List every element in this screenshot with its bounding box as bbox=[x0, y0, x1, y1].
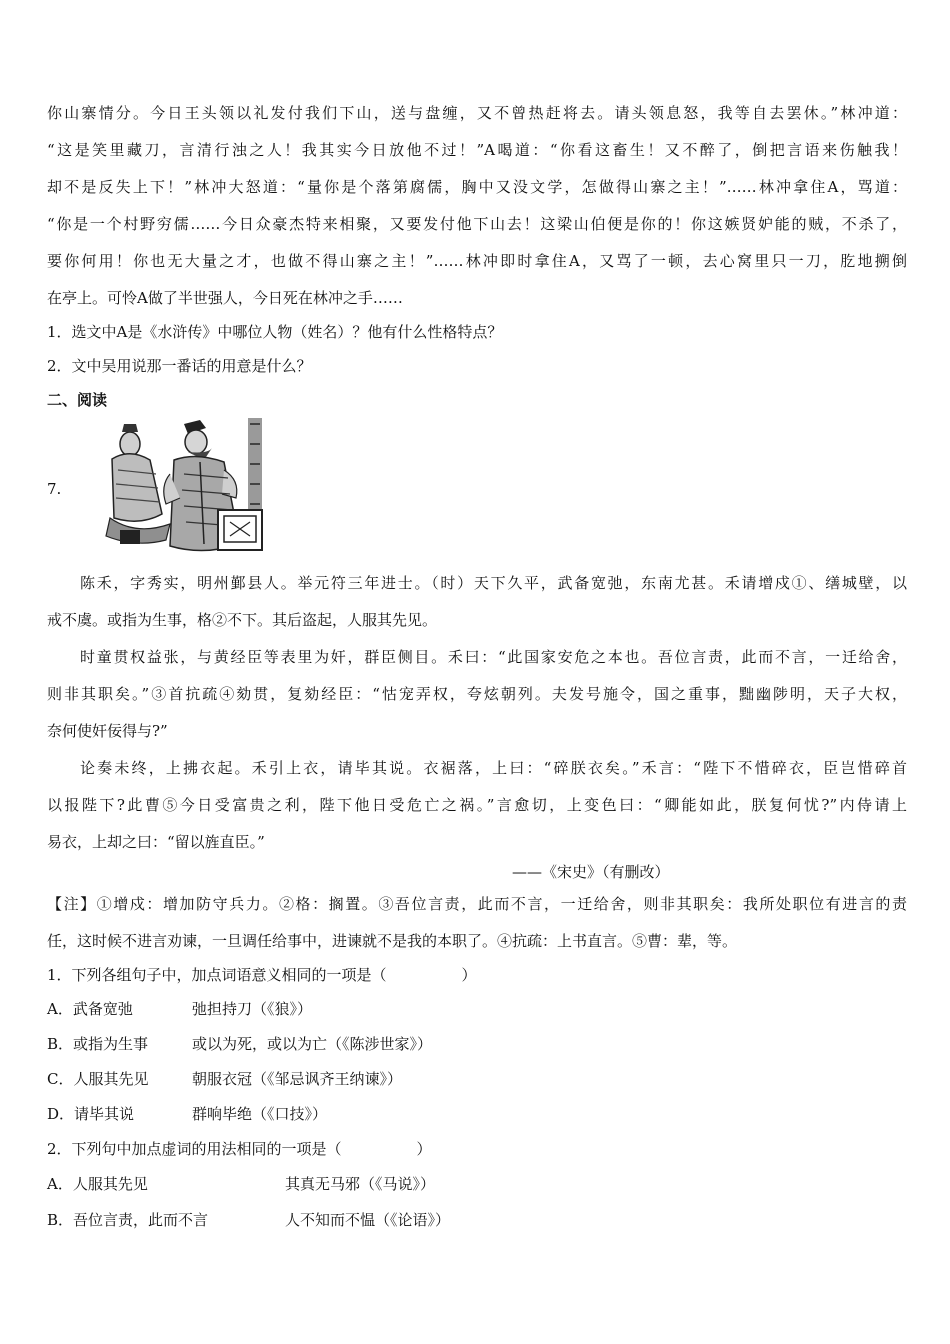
passage1-line: 在亭上。可怜A做了半世强人，今日死在林冲之手…… bbox=[47, 289, 403, 307]
q1-option-a: A．武备宽弛 bbox=[47, 1000, 133, 1018]
q2-option-a-compare: 其真无马邪（《马说》） bbox=[285, 1175, 436, 1193]
passage2-line: 戒不虞。或指为生事，格②不下。其后盗起，人服其先见。 bbox=[47, 611, 438, 629]
q2-stem: 2．下列句中加点虚词的用法相同的一项是（ ） bbox=[47, 1140, 432, 1158]
passage2-line: 奈何使奸佞得与?” bbox=[47, 722, 168, 740]
passage1-line: “这是笑里藏刀，言清行浊之人！我其实今日放他不过！”A喝道：“你看这畜生！又不醉了，倒把言语来伤触我！ bbox=[47, 141, 907, 159]
passage1-line: 你山寨情分。今日王头领以礼发付我们下山，送与盘缠，又不曾热赶将去。请头领息怒，我等自去罢休。”林冲道： bbox=[47, 104, 907, 122]
passage1-line: “你是一个村野穷儒……今日众豪杰特来相聚，又要发付他下山去！这梁山伯便是你的！你这嫉贤妒能的贼，不杀了， bbox=[47, 215, 907, 233]
woodcut-illustration bbox=[100, 414, 265, 556]
q1-option-b: B．或指为生事 bbox=[47, 1035, 149, 1053]
q2-option-b: B．吾位言责，此而不言 bbox=[47, 1211, 209, 1229]
passage2-line: 时童贯权益张，与黄经臣等表里为奸，群臣侧目。禾曰：“此国家安危之本也。吾位言责，此而不言，一迁给舍， bbox=[80, 648, 907, 666]
passage1-line: 却不是反失上下！”林冲大怒道：“量你是个落第腐儒，胸中又没文学，怎做得山寨之主！”……林冲拿住A，骂道： bbox=[47, 178, 907, 196]
source-citation: ——《宋史》（有删改） bbox=[512, 863, 670, 881]
q1-option-c: C．人服其先见 bbox=[47, 1070, 149, 1088]
q1-option-a-compare: 弛担持刀（《狼》） bbox=[192, 1000, 313, 1018]
q1-option-d-compare: 群响毕绝（《口技》） bbox=[192, 1105, 328, 1123]
section-heading: 二、阅读 bbox=[47, 391, 108, 409]
passage2-line: 则非其职矣。”③首抗疏④劾贯，复劾经臣：“怙宠弄权，夸炫朝列。夫发号施令，国之重事，黜幽陟明，天子大权， bbox=[47, 685, 907, 703]
notes-line: 任，这时候不进言劝谏，一旦调任给事中，进谏就不是我的本职了。④抗疏：上书直言。⑤曹：辈，等。 bbox=[47, 932, 738, 950]
q2-option-a: A．人服其先见 bbox=[47, 1175, 148, 1193]
passage1-line: 要你何用！你也无大量之才，也做不得山寨之主！”……林冲即时拿住A，又骂了一顿，去心窝里只一刀，肐地搠倒 bbox=[47, 252, 907, 270]
passage2-line: 论奏未终，上拂衣起。禾引上衣，请毕其说。衣裾落，上曰：“碎朕衣矣。”禾言：“陛下不惜碎衣，臣岂惜碎首 bbox=[80, 759, 907, 777]
q1-option-d: D．请毕其说 bbox=[47, 1105, 135, 1123]
q1-stem: 1．下列各组句子中，加点词语意义相同的一项是（ ） bbox=[47, 966, 477, 984]
passage2-line: 陈禾，字秀实，明州鄞县人。举元符三年进士。（时）天下久平，武备宽弛，东南尤甚。禾请增戍①、缮城壁，以 bbox=[80, 574, 907, 592]
passage2-line: 以报陛下?此曹⑤今日受富贵之利，陛下他日受危亡之祸。”言愈切，上变色曰：“卿能如此，朕复何忧?”内侍请上 bbox=[47, 796, 907, 814]
question-2: 2．文中吴用说那一番话的用意是什么？ bbox=[47, 357, 312, 375]
q1-option-b-compare: 或以为死，或以为亡（《陈涉世家》） bbox=[192, 1035, 433, 1053]
table bbox=[218, 510, 262, 550]
question-1: 1．选文中A是《水浒传》中哪位人物（姓名）？他有什么性格特点？ bbox=[47, 323, 503, 341]
notes-line: 【注】①增戍：增加防守兵力。②格：搁置。③吾位言责，此而不言，一迁给舍，则非其职矣：我所处职位有进言的责 bbox=[47, 895, 907, 913]
q2-option-b-compare: 人不知而不愠（《论语》） bbox=[285, 1211, 451, 1229]
q1-option-c-compare: 朝服衣冠（《邹忌讽齐王纳谏》） bbox=[192, 1070, 403, 1088]
item-number: 7. bbox=[47, 480, 62, 498]
passage2-line: 易衣，上却之曰：“留以旌直臣。” bbox=[47, 833, 265, 851]
